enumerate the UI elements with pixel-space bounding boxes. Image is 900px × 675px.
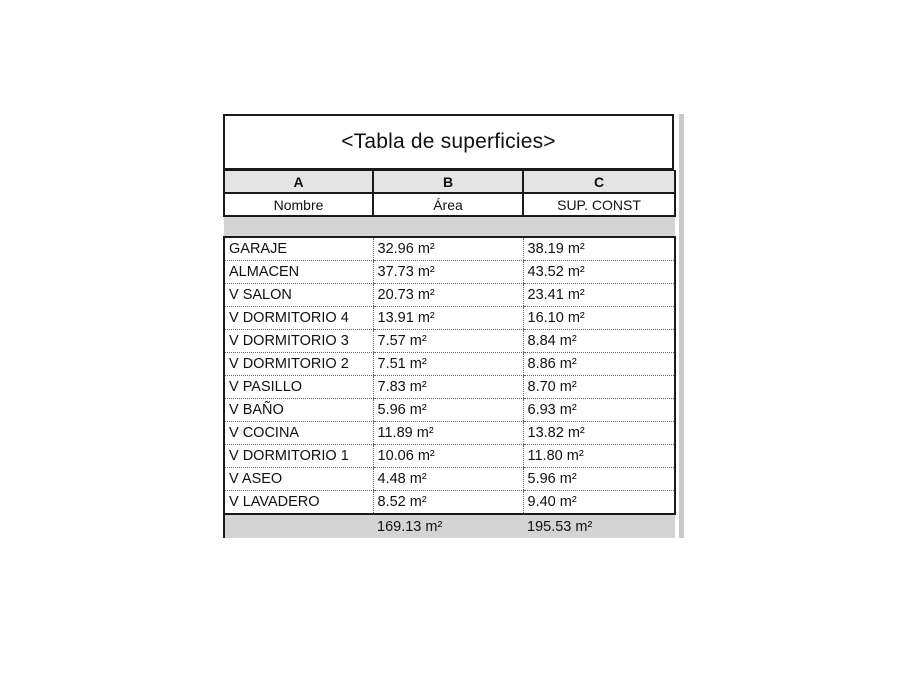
header-separator-band [224, 216, 675, 237]
table-row[interactable] [224, 330, 675, 353]
table-row[interactable] [224, 491, 675, 515]
table-row[interactable] [224, 445, 675, 468]
total-sup-const: 195.53 m² [523, 514, 675, 538]
table-row[interactable] [224, 353, 675, 376]
cell-nombre[interactable]: V ASEO [224, 468, 373, 491]
cell-area[interactable]: 8.52 m² [373, 491, 523, 515]
table-row[interactable] [224, 261, 675, 284]
column-header-nombre[interactable]: Nombre [224, 193, 373, 216]
cell-area[interactable]: 7.57 m² [373, 330, 523, 353]
table-row[interactable] [224, 307, 675, 330]
cell-nombre[interactable]: V BAÑO [224, 399, 373, 422]
table-row[interactable] [224, 422, 675, 445]
cell-nombre[interactable]: ALMACEN [224, 261, 373, 284]
cell-nombre[interactable]: GARAJE [224, 237, 373, 261]
column-letter-c[interactable]: C [523, 171, 675, 194]
cell-nombre[interactable]: V SALON [224, 284, 373, 307]
cell-area[interactable]: 7.51 m² [373, 353, 523, 376]
cell-area[interactable]: 10.06 m² [373, 445, 523, 468]
cell-sup-const[interactable]: 23.41 m² [523, 284, 675, 307]
cell-sup-const[interactable]: 8.86 m² [523, 353, 675, 376]
cell-area[interactable]: 5.96 m² [373, 399, 523, 422]
cell-nombre[interactable]: V DORMITORIO 2 [224, 353, 373, 376]
cell-area[interactable]: 32.96 m² [373, 237, 523, 261]
total-label [224, 514, 373, 538]
cell-nombre[interactable]: V COCINA [224, 422, 373, 445]
cell-sup-const[interactable]: 8.70 m² [523, 376, 675, 399]
table-row[interactable] [224, 284, 675, 307]
column-letter-b[interactable]: B [373, 171, 523, 194]
table-row[interactable] [224, 468, 675, 491]
totals-row [224, 514, 675, 538]
column-letter-a[interactable]: A [224, 171, 373, 194]
cell-sup-const[interactable]: 8.84 m² [523, 330, 675, 353]
cell-sup-const[interactable]: 43.52 m² [523, 261, 675, 284]
cell-sup-const[interactable]: 5.96 m² [523, 468, 675, 491]
cell-area[interactable]: 7.83 m² [373, 376, 523, 399]
cell-sup-const[interactable]: 16.10 m² [523, 307, 675, 330]
cell-sup-const[interactable]: 13.82 m² [523, 422, 675, 445]
table-row[interactable] [224, 376, 675, 399]
cell-area[interactable]: 11.89 m² [373, 422, 523, 445]
cell-sup-const[interactable]: 11.80 m² [523, 445, 675, 468]
cell-area[interactable]: 4.48 m² [373, 468, 523, 491]
cell-sup-const[interactable]: 6.93 m² [523, 399, 675, 422]
cell-sup-const[interactable]: 38.19 m² [523, 237, 675, 261]
cell-area[interactable]: 37.73 m² [373, 261, 523, 284]
total-area: 169.13 m² [373, 514, 523, 538]
table-row[interactable] [224, 399, 675, 422]
cell-area[interactable]: 20.73 m² [373, 284, 523, 307]
column-header-row [224, 193, 675, 216]
cell-sup-const[interactable]: 9.40 m² [523, 491, 675, 515]
schedule-table [223, 170, 676, 538]
cell-nombre[interactable]: V PASILLO [224, 376, 373, 399]
table-row[interactable] [224, 237, 675, 261]
cell-nombre[interactable]: V DORMITORIO 4 [224, 307, 373, 330]
cell-nombre[interactable]: V LAVADERO [224, 491, 373, 515]
cell-nombre[interactable]: V DORMITORIO 1 [224, 445, 373, 468]
area-schedule [223, 114, 684, 538]
schedule-title: <Tabla de superficies> [223, 114, 674, 170]
cell-nombre[interactable]: V DORMITORIO 3 [224, 330, 373, 353]
column-header-sup-const[interactable]: SUP. CONST [523, 193, 675, 216]
column-letter-row [224, 171, 675, 194]
column-header-area[interactable]: Área [373, 193, 523, 216]
cell-area[interactable]: 13.91 m² [373, 307, 523, 330]
